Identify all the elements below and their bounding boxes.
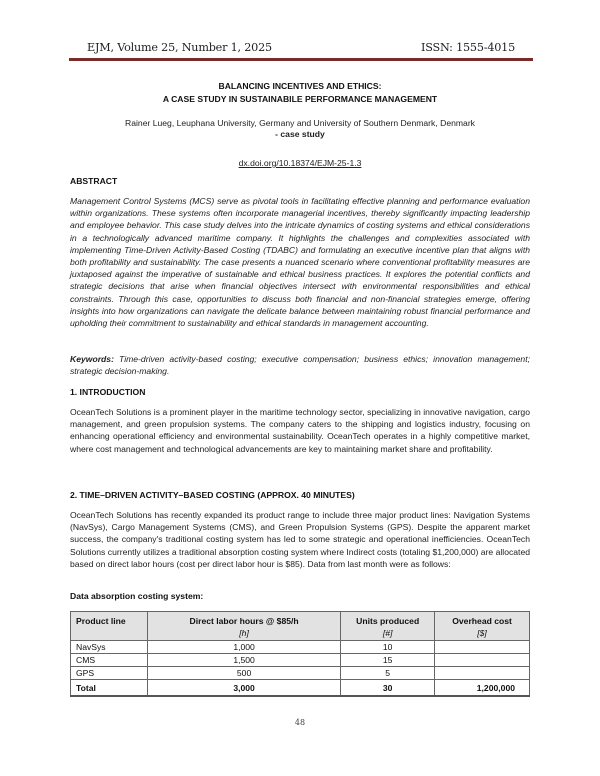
cell-total-label: Total (71, 680, 148, 697)
table-total-row (71, 680, 530, 697)
absorption-costing-table (70, 611, 530, 697)
cell-hours: 1,000 (147, 641, 340, 654)
keywords-label: Keywords: (70, 354, 114, 364)
header-overhead-cost: Overhead cost [$] (435, 612, 530, 641)
cell-product: NavSys (71, 641, 148, 654)
abstract-heading: ABSTRACT (70, 176, 118, 186)
page-number: 48 (294, 718, 306, 727)
journal-citation: EJM, Volume 25, Number 1, 2025 (87, 41, 272, 54)
section-1-text: OceanTech Solutions is a prominent player in the maritime technology sector, specializing in innovative navigation, cargo management, and green propulsion systems. The company caters to the shipping and logistics industry, focusing on enhancing operational efficiency and environmental sustainability. OceanTech operates in a highly competitive market, where cost management and technological advancements are key to maintaining market share and profitability. (70, 407, 530, 454)
abstract-text: Management Control Systems (MCS) serve as pivotal tools in facilitating effective planning and performance evaluation within organizations. These systems often incorporate managerial incentives, thereby significantly impacting leadership and employee behavior. This case study delves into the intricate dynamics of costing systems and ethical considerations in a technologically advanced maritime company. It highlights the challenges and complexities associated with implementing Time-Driven Activity-Based Costing (TDABC) and formulating an executive incentive plan that aligns with both profitability and sustainability. The case presents a nuanced scenario where conventional profitability measures are juxtaposed against the imperative of sustainable and ethical business practices. It explores the potential conflicts and strategic decisions that arise when financial objectives intersect with environmental responsibilities and ethical constraints. Through this case, opportunities to discuss both financial and non-financial strategies emerge, offering insights into how organizations can navigate the delicate balance between maintaining robust financial performance and upholding their commitment to sustainability and ethical standards in management accounting. (70, 196, 530, 329)
table-header-row (71, 612, 530, 641)
article-type: - case study (275, 129, 325, 139)
author-block (0, 118, 600, 140)
section-2-text: OceanTech Solutions has recently expanded its product range to include three major product lines: Navigation Systems (NavSys), Cargo Management Systems (CMS), and Green Propulsion Systems (GPS). Despite the apparent market success, the company's traditional costing system has led to some strategic and operational inefficiencies. OceanTech Solutions currently utilizes a traditional absorption costing system where Indirect costs (totaling $1,200,000) are allocated based on direct labor hours (cost per direct labor hour is $85). Data from last month were as follows: (70, 510, 530, 569)
cell-total-hours: 3,000 (147, 680, 340, 697)
cell-overhead (435, 654, 530, 667)
table-caption: Data absorption costing system: (70, 591, 204, 601)
section-2-heading: 2. TIME–DRIVEN ACTIVITY–BASED COSTING (APPROX. 40 MINUTES) (70, 490, 355, 500)
title-line-1: BALANCING INCENTIVES AND ETHICS: (218, 81, 382, 91)
cell-overhead (435, 667, 530, 680)
section-1-heading: 1. INTRODUCTION (70, 387, 146, 397)
cell-total-overhead: 1,200,000 (435, 680, 530, 697)
title-line-2: A CASE STUDY IN SUSTAINABILE PERFORMANCE MANAGEMENT (162, 93, 438, 104)
cell-hours: 500 (147, 667, 340, 680)
header-direct-labor-hours: Direct labor hours @ $85/h [h] (147, 612, 340, 641)
cell-product: CMS (71, 654, 148, 667)
cell-units: 10 (341, 641, 435, 654)
cell-units: 5 (341, 667, 435, 680)
cell-overhead (435, 641, 530, 654)
keywords (70, 353, 530, 377)
author-affiliation: Rainer Lueg, Leuphana University, Germany and University of Southern Denmark, Denmark (125, 118, 475, 128)
table-row (71, 641, 530, 654)
cell-product: GPS (71, 667, 148, 680)
header-units-produced: Units produced [#] (341, 612, 435, 641)
header-rule (69, 58, 533, 61)
table-row (71, 654, 530, 667)
doi-link[interactable]: dx.doi.org/10.18374/EJM-25-1.3 (238, 158, 362, 168)
issn: ISSN: 1555-4015 (421, 41, 515, 54)
doi (0, 158, 600, 168)
running-header (69, 37, 533, 57)
cell-total-units: 30 (341, 680, 435, 697)
paper-title (0, 80, 600, 105)
header-product-line: Product line (71, 612, 148, 641)
cell-hours: 1,500 (147, 654, 340, 667)
keywords-text: Time-driven activity-based costing; executive compensation; business ethics; innovation management; strategic decision-making. (70, 354, 530, 377)
table-row (71, 667, 530, 680)
cell-units: 15 (341, 654, 435, 667)
